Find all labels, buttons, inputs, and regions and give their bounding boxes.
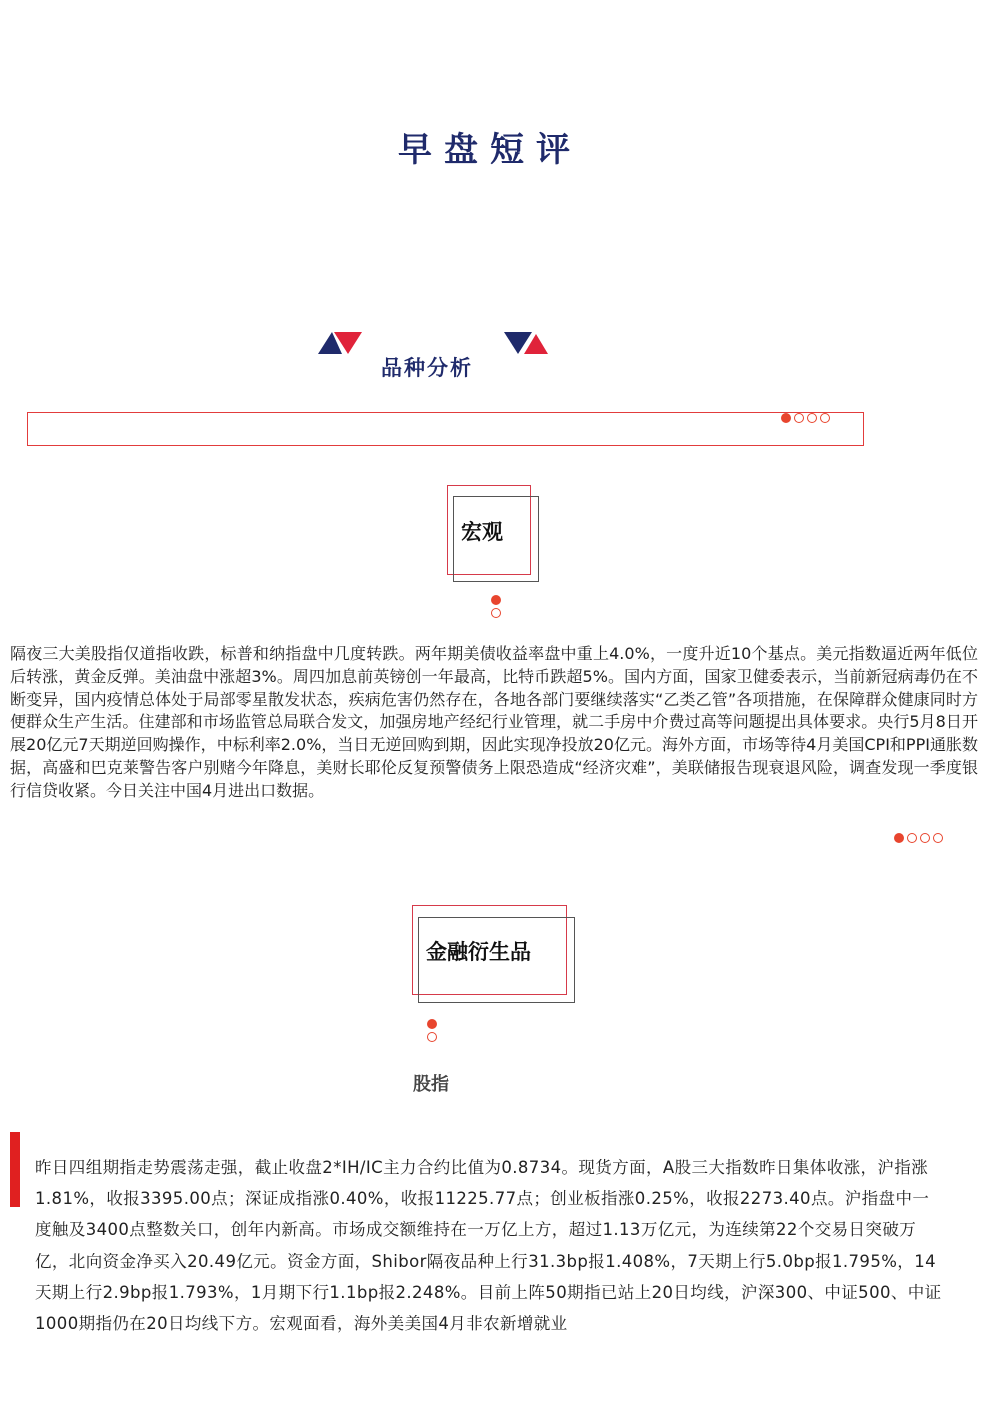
dot-icon [427,1032,437,1042]
triangle-decoration-right [504,332,550,356]
section-end-dots [894,833,943,843]
macro-dots [491,595,501,618]
dot-icon [920,833,930,843]
dot-icon [807,413,817,423]
triangle-decoration-left [318,332,364,356]
dot-icon [781,413,791,423]
section-label: 品种分析 [381,356,473,380]
dot-icon [491,595,501,605]
dot-icon [907,833,917,843]
banner-dots [781,413,830,423]
macro-paragraph: 隔夜三大美股指仅道指收跌，标普和纳指盘中几度转跌。两年期美债收益率盘中重上4.0%，一度升近10个基点。美元指数逼近两年低位后转涨，黄金反弹。美油盘中涨超3%。周四加息前英镑创一年最高，比特币跌超5%。国内方面，国家卫健委表示，当前新冠病毒仍在不断变异，国内疫情总体处于局部零星散发状态，疾病危害仍然存在，各地各部门要继续落实“乙类乙管”各项措施，在保障群众健康同时方便群众生产生活。住建部和市场监管总局联合发文，加强房地产经纪行业管理，就二手房中介费过高等问题提出具体要求。央行5月8日开展20亿元7天期逆回购操作，中标利率2.0%，当日无逆回购到期，因此实现净投放20亿元。海外方面，市场等待4月美国CPI和PPI通胀数据，高盛和巴克莱警告客户别赌今年降息，美财长耶伦反复预警债务上限恐造成“经济灾难”，美联储报告现衰退风险，调查发现一季度银行信贷收紧。今日关注中国4月进出口数据。 [10,644,978,800]
macro-label: 宏观 [461,520,503,544]
accent-bar [10,1132,20,1207]
page-title: 早盘短评 [398,130,582,170]
dot-icon [491,608,501,618]
derivatives-label: 金融衍生品 [426,940,531,964]
dot-icon [894,833,904,843]
banner-frame [27,412,864,446]
derivatives-dots [427,1019,437,1042]
dot-icon [820,413,830,423]
stock-index-heading: 股指 [413,1074,449,1095]
dot-icon [427,1019,437,1029]
dot-icon [933,833,943,843]
stock-index-paragraph: 昨日四组期指走势震荡走强，截止收盘2*IH/IC主力合约比值为0.8734。现货方面，A股三大指数昨日集体收涨，沪指涨1.81%，收报3395.00点；深证成指涨0.40%，收报11225.77点；创业板指涨0.25%，收报2273.40点。沪指盘中一度触及3400点整数关口，创年内新高。市场成交额维持在一万亿上方，超过1.13万亿元，为连续第22个交易日突破万亿，北向资金净买入20.49亿元。资金方面，Shibor隔夜品种上行31.3bp报1.408%，7天期上行5.0bp报1.795%，14天期上行2.9bp报1.793%，1月期下行1.1bp报2.248%。目前上阵50期指已站上20日均线，沪深300、中证500、中证1000期指仍在20日均线下方。宏观面看，海外美美国4月非农新增就业 [35,1158,942,1334]
dot-icon [794,413,804,423]
